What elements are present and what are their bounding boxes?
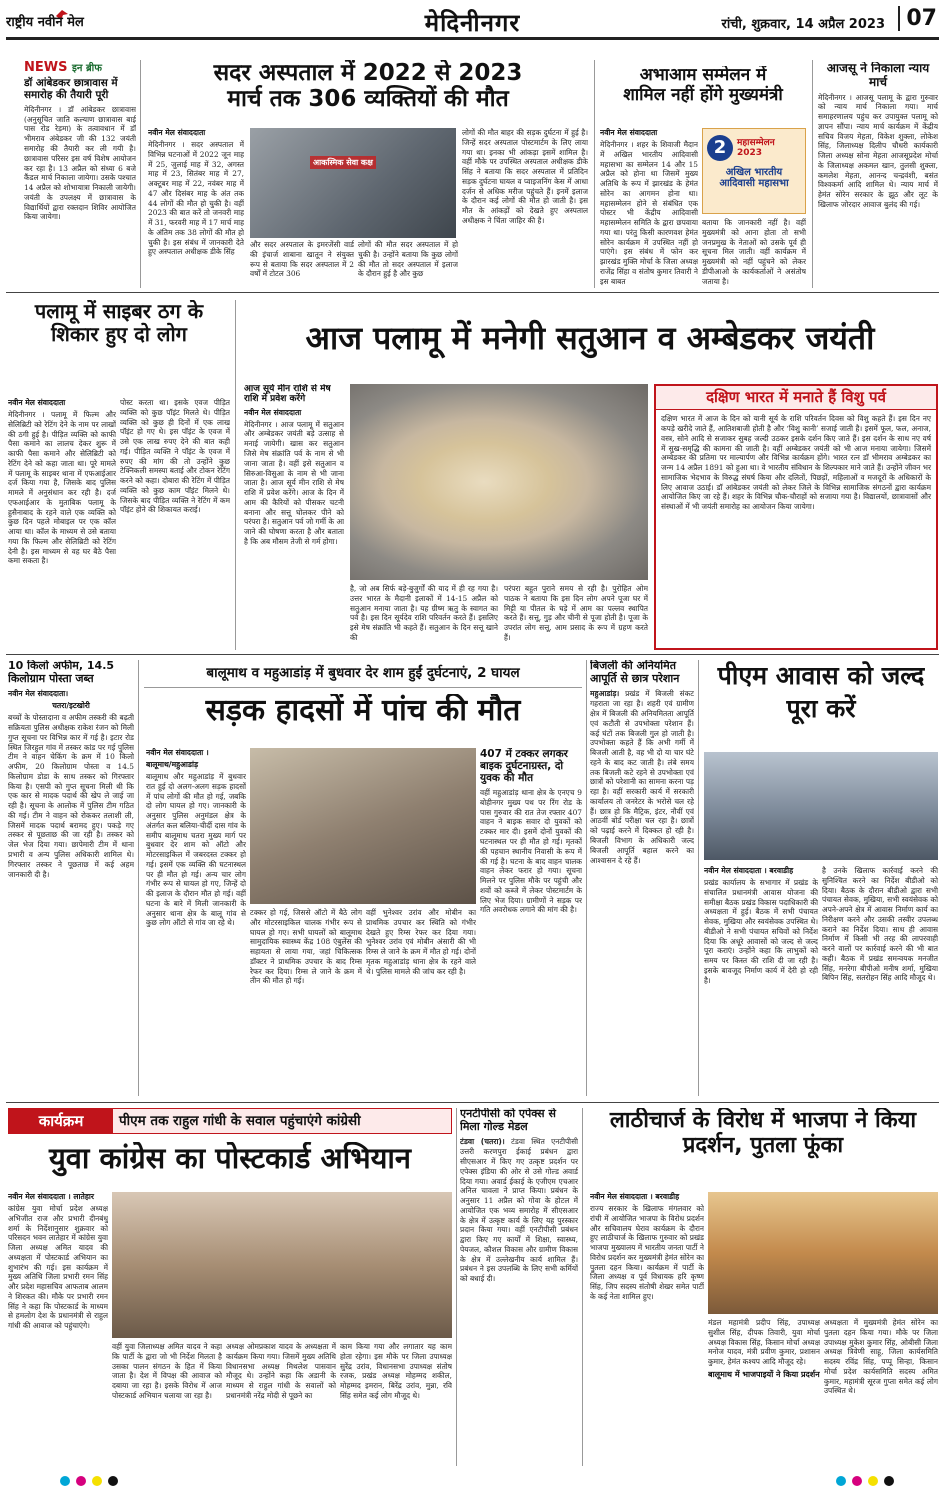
poster-badge: 2 [707,135,733,161]
congress-kicker-headline: पीएम तक राहुल गांधी के सवाल पहुंचाएंगे कांग्रेसी [119,1113,361,1129]
cyber-col-1: नवीन मेल संवाददाता मेदिनीनगर । पलामू में फिल्म और सेलिब्रिटी को रेटिंग देने के नाम पर लाखों की ठगी हुई है। पीड़ित व्यक्ति को काफी पैसा कमाने का लालच देकर शुरू में काफी पैसा कमाने और सेलिब्रिटी को रेटिंग देने को कहा जाता था। पूरे मामले में पलामू के साइबर थाना में एफआईआर दर्ज किया गया है, जिसके बाद पुलिस मामले में अनुसंधान कर रही है। दर्ज एफआईआर के मुताबिक पलामू के हुसैनाबाद के रहने वाले एक व्यक्ति को कुछ दिन पहले मोबाइल पर एक कॉल आया था। कॉल के माध्यम से उसे बताया गया कि फिल्म और सेलिब्रिटी को रेटिंग देनी है। इस माध्यम से वह घर बैठे पैसा कमा सकता है। [8,398,116,566]
hospital-text-1: मेदिनीनगर । सदर अस्पताल में विभिन्न घटनाओं में 2022 जून माह में 25, जुलाई माह में 32, अगस्त माह में 23, सितंबर माह में 27, अक्टूबर माह में 22, नवंबर माह में 47 और दिसंबर माह के अंत तक 44 लोगों की मौत हो चुकी है। वहीं 2023 की बात करें तो जनवरी माह में 31, फरवरी माह में 17 मार्च माह के अंतिम तक 38 लोगों की मौत हो चुकी है। इस संबंध में जानकारी देते हुए अस्पताल अधीक्षक डीके सिंह [148,140,244,257]
afim-headline: 10 किलो अफीम, 14.5 किलोग्राम पोस्ता जब्त [8,660,115,685]
vishu-text: दक्षिण भारत में आज के दिन को यानी सूर्य के राशि परिवर्तन दिवस को विशु कहते हैं। इस दिन नए कपड़े खरीदे जाते हैं, आतिशबाजी होती है और ‘विशु कानी’ सजाई जाती है। इसमें फूल, फल, अनाज, वस्त्र, सोने आदि से सजाकर सुबह जल्दी उठकर इसके दर्शन किए जाते हैं। इस दर्शन के साथ नए वर्ष में सुख-समृद्धि की कामना की जाती है। वहीं अम्बेडकर जयंती को भी आज मनाया जायेगा। जिसमें अम्बेडकर की प्रतिमा पर माल्यार्पण और विभिन्न कार्यक्रम होंगे। भारत रत्न डॉ भीमराव अम्बेडकर का जन्म 14 अप्रैल 1891 को हुआ था। वे भारतीय संविधान के शिल्पकार माने जाते हैं। उन्होंने जीवन भर सामाजिक भेदभाव के विरुद्ध संघर्ष किया और दलितों, पिछड़ों, महिलाओं व मजदूरों के अधिकारों के लिए आवाज उठाई। डॉ आंबेडकर जयंती को लेकर जिले के विभिन्न सामाजिक संगठनों द्वारा कार्यक्रम आयोजित किए जा रहे हैं। शहर के विभिन्न चौक-चौराहों को सजाया गया है। विद्यालयों, छात्रावासों और संस्थाओं में भी जयंती समारोह का आयोजन किया जायेगा। [661,414,931,512]
registration-mark-black-right [884,1476,894,1486]
registration-mark-cyan-right [836,1476,846,1486]
brief-text: मेदिनीनगर । डॉ आंबेडकर छात्रावास (अनुसूचित जाति कल्याण छात्रावास बाई पास रोड रेड़मा) के तत्वावधान में डॉ भीमराव अंबेडकर जी की 132 जयंती समारोह की तैयारी कर ली गयी है। छात्रावास परिसर इस वर्ष विशेष आयोजन कर रहा है। 13 अप्रैल को संध्या 6 बजे कैंडल मार्च निकाला जायेगा। उसके पश्चात 14 अप्रैल को शोभायात्रा निकाली जायेगी। जयंती के उपलक्ष्य में छात्रावास के विद्यार्थियों द्वारा रक्तदान शिविर आयोजित किया जायेगा। [24,104,136,222]
congress-byline: नवीन मेल संवाददाता । लातेहार [8,1192,94,1201]
bijli-place: महुआडांड़। [590,689,620,699]
awas-col-1: नवीन मेल संवाददाता । बरवाडीह प्रखंड कार्यालय के सभागार में प्रखंड के संचालित प्रधानमंत्री आवास योजना की समीक्षा बैठक प्रखंड विकास पदाधिकारी की अध्यक्षता में हुई। बैठक में सभी पंचायत सेवक, मुखिया और स्वयंसेवक उपस्थित थे। बीडीओ ने सभी पंचायत सचिवों को निर्देश दिया कि अधूरे आवासों को जल्द से जल्द पूरा कराएं। उन्होंने कहा कि लाभुकों को समय पर किस्त की राशि दी जा रही है। इसके बावजूद निर्माण कार्य में देरी हो रही है। [704,866,818,985]
registration-mark-cyan [60,1476,70,1486]
ntpc-place: टंडवा (चतरा)। [460,1137,505,1147]
afim-place: चतरा/इटखोरी [52,701,90,711]
lathi-byline: नवीन मेल संवाददाता । बरवाडीह [590,1192,680,1201]
vishu-box [654,384,938,650]
cm-headline-block [600,66,806,118]
hospital-headline-1: सदर अस्पताल में 2022 से 2023 [213,60,523,86]
cyber-byline: नवीन मेल संवाददाता [8,398,66,407]
mahasabha-poster [702,128,806,214]
accident-byline: नवीन मेल संवाददाता । [146,748,209,757]
satuan-col-1: आज सूर्य मीन राशि से मेष राशि में प्रवेश करेंगे नवीन मेल संवाददाता मेदिनीनगर । आज पलामू में सतुआन और अम्बेडकर जयंती बड़े उत्साह से मनाई जायेगी। खास कर सतुआन जिसे मेष संक्रांति पर्व के नाम से भी जाना जाता है। वहीं इसे सतुआन व सिरुआ-विसुआ के नाम से भी जाना जाता है। आज सूर्य मीन राशि से मेष राशि में प्रवेश करेंगे। आज के दिन में आम की कैरियों को पीसकर चटनी बनाना और सत्तू घोलकर पीने को परंपरा है। सतुआन पर्व जो गर्मी के आ जाने की घोषणा करता है और बताता है कि अब मौसम तेजी से गर्म होगा। [244,384,344,546]
satuan-col-2: है, जो अब सिर्फ बड़े-बुजुर्गों की याद में ही रह गया है। उत्तर भारत के मैदानी इलाकों में 14-15 अप्रैल को सतुआन मनाया जाता है। यह ग्रीष्म ऋतु के स्वागत का पर्व है। इस दिन सूर्यदेव राशि परिवर्तन करते हैं। इसलिए इसे मेष संक्रांति भी कहते हैं। सतुआन के दिन सत्तू खाने की [350,584,498,642]
satuan-headline: आज पलामू में मनेगी सतुआन व अम्बेडकर जयंती [305,319,875,357]
lathi-col-1: नवीन मेल संवाददाता । बरवाडीह राज्य सरकार के खिलाफ मंगलवार को रांची में आयोजित भाजपा के विरोध प्रदर्शन और सचिवालय घेराव कार्यक्रम के दौरान हुए लाठीचार्ज के खिलाफ गुरुवार को प्रखंड भाजपा मुख्यालय में भारतीय जनता पार्टी ने विरोध प्रदर्शन कर मुख्यमंत्री हेमंत सोरेन का पुतला दहन किया। कार्यक्रम में पार्टी के जिला अध्यक्ष व पूर्व विधायक हरि कृष्ण सिंह, जिप सदस्य संतोषी शेखर समेत पार्टी के कई नेता शामिल हुए। [590,1192,704,1301]
registration-mark-yellow [92,1476,102,1486]
awas-col-2: है उनके खिलाफ कार्रवाई करने की सुनिश्चित करने का निर्देश बीडीओ को दिया। बैठक के दौरान बीडीओ द्वारा सभी पंचायत सेवक, मुखिया, सभी स्वयंसेवक को अपने-अपने क्षेत्र में आवास निर्माण कार्य का निरीक्षण करने और उसकी तस्वीर उपलब्ध कराने का निर्देश दिया। साथ ही आवास निर्माण में किसी भी तरह की लापरवाही करने वालों पर कार्रवाई करने की भी बात कही। बैठक में प्रखंड समन्वयक मनजीत सिंह, मनरेगा बीपीओ मनीष शर्मा, मुखिया बिपिन सिंह, सतरोहन सिंह आदि मौजूद थे। [822,866,938,983]
accident-photo [250,748,476,904]
congress-col-2: वहीं युवा जिलाध्यक्ष अमित यादव ने कहा कि पार्टी के द्वारा जो भी निर्देश मिलता है उसका पालन संगठन के हित में किया जाता है। देश में विपक्ष की आवाज को दबाया जा रहा है। इसके विरोध में आज पोस्टकार्ड अभियान चलाया जा रहा है। [112,1342,222,1400]
accident-headline-block [144,694,582,740]
hospital-headline-2: मार्च तक 306 व्यक्तियों की मौत [227,86,509,113]
brief-headline: डॉ आंबेडकर छात्रावास में समारोह की तैयारी पूरी [24,77,118,101]
cm-headline-1: अभाआम सम्मेलन में [639,66,767,85]
masthead [6,6,939,40]
news-brief [24,60,136,288]
bijli-headline: बिजली की अनियमित आपूर्ति से छात्र परेशान [590,660,680,685]
satuan-headline-block [242,300,938,378]
afim-text: बच्चों के पोस्तादाना व अफीम तस्करी की बढ़ती सक्रियता पुलिस अधीक्षक राकेश रंजन को मिली गुप्त सूचना पर विभिन्न कार में गई है। इटार रोड स्थित जिरहुल गांव में तस्कर कांड पर गई पुलिस टीम ने वाहन चेकिंग के क्रम में 10 किलो अफीम, 20 किलोग्राम पोस्ता व 14.5 किलोग्राम डोडा के साथ तस्कर को गिरफ्तार किया है। एसपी को गुप्त सूचना मिली थी कि एक कार से मादक पदार्थ की खेप ले जाई जा रही है। सूचना के आलोक में पुलिस टीम गठित की गई। टीम ने वाहन को रोककर तलाशी ली, जिसमें मादक पदार्थ बरामद हुए। पकड़े गए तस्कर से पूछताछ की जा रही है। तस्कर को जेल भेज दिया गया। छापेमारी टीम में थाना प्रभारी व अन्य पुलिस अधिकारी शामिल थे। गिरफ्तार तस्कर ने पूछताछ में कई अहम जानकारी दी है। [8,713,134,879]
accident-col-2: टक्कर हो गई, जिससे ऑटो में बैठे लोग और मोटरसाइकिल चालक गंभीर रूप से घायल हो गए। सभी घायलों को बालूमाथ सामुदायिक स्वास्थ्य केंद्र 108 एंबुलेंस की सहायता से लाया गया, जहां चिकित्सक डॉक्टर ने प्राथमिक उपचार के बाद रिम्स रेफर कर दिया। रिम्स ले जाने के क्रम में तीन की मौत हो गई। [250,908,362,986]
ntpc-story: एनटीपीसी को एपेक्स से मिला गोल्ड मेडल टंडवा (चतरा)। टंडवा स्थित एनटीपीसी उत्तरी करणपुरा ईकाई प्रबंधन द्वारा सीएसआर में किए गए उत्कृष्ट प्रदर्शन पर एपेक्स इंडिया की ओर से उसे गोल्ड अवार्ड दिया गया। अवार्ड ईकाई के एजीएम एचआर अनिल चावला ने प्राप्त किया। प्रबंधन के अनुसार 11 अप्रैल को गोवा के होटल में आयोजित एक भव्य समारोह में सीएसआर के क्षेत्र में उत्कृष्ट कार्य के लिए यह पुरस्कार प्रदान किया गया। वहीं एनटीपीसी प्रबंधन द्वारा किए गए कार्यों में शिक्षा, स्वास्थ्य, पेयजल, कौशल विकास और ग्रामीण विकास के क्षेत्र में उल्लेखनीय कार्य शामिल हैं। प्रबंधन ने इस उपलब्धि के लिए सभी कर्मियों को बधाई दी। [460,1108,578,1284]
congress-postcard-photo [112,1192,452,1338]
accident-place: बालूमाथ/महुआडांड़ [146,760,199,769]
afim-byline: नवीन मेल संवाददाता। [8,689,69,699]
ajsu-text: मेदिनीनगर । आजसू पलामू के द्वारा गुरुवार को न्याय मार्च निकाला गया। मार्च समाहरणालय पहुंच कर उपायुक्त पलामू को ज्ञापन सौंपा। न्याय मार्च कार्यक्रम में केंद्रीय सचिव विजय मेहता, विकेश शुक्ला, लोकेश सिंह, जिलाध्यक्ष दिलीप चौधरी कार्यकारी जिला अध्यक्ष सोना मेहता आजसूप्रदेश मोर्चा के जिलाध्यक्ष अकमल खान, तुलसी शुक्ला, कमलेश मेहता, आनन्द चन्द्रवंशी, बसंत विश्वकर्मा आदि शामिल थे। न्याय मार्च में हेमंत सोरेन सरकार के झूठ और लूट के खिलाफ जोरदार आवाज बुलंद की गई। [818,92,938,210]
awas-headline-block [704,660,938,748]
cm-col-2: बताया कि जानकारी नहीं है। वहीं मुख्यमंत्री को आना होता तो सभी जनप्रमुख के नेताओं को उसके पूर्व ही सूचना मिल जाती। वहीं कार्यक्रम में मुख्यमंत्री को नहीं पहुंचने को लेकर डीपीआओ के कार्यकर्ताओं ने असंतोष जताया है। [702,218,806,286]
hospital-photo-sign: आकस्मिक सेवा कक्ष [310,156,376,169]
accident-headline: सड़क हादसों में पांच की मौत [205,694,521,728]
accident-side-headline: 407 में टक्कर लगकर बाइक दुर्घटनाग्रस्त, दो युवक की मौत [480,748,568,785]
lathi-subhead: बालूमाथ में भाजपाइयों ने किया प्रदर्शन [708,1369,820,1379]
cyber-headline-block [8,300,230,390]
vishu-headline: दक्षिण भारत में मनाते हैं विशु पर्व [656,386,936,410]
accident-overline-block [144,660,582,688]
page-number: 07 [898,6,937,31]
lathi-col-3: अध्यक्षता में मुख्यमंत्री हेमंत सोरेन का पुतला दहन किया गया। मौके पर जिला उपाध्यक्ष मुकेश कुमार सिंह, ओबीसी जिला अध्यक्ष त्रिवेणी साहू, जिला कार्यसमिति सदस्य रविंद्र सिंह, पप्पू सिन्हा, किसान मोर्चा प्रदेश कार्यसमिति सदस्य अमित कुमार, महामंत्री सूरज गुप्ता समेत कई लोग उपस्थित थे। [824,1318,938,1396]
ajsu-story [818,62,938,288]
congress-kicker-bar [8,1108,452,1134]
poster-title: अखिल भारतीय आदिवासी महासभा [719,167,789,189]
cyber-col-2: पोस्ट करता था। इसके एवज पीड़ित व्यक्ति को कुछ पॉइंट मिलते थे। पीड़ित व्यक्ति को कुछ ही दिनों में एक लाख पॉइंट हो गए थे। इस पॉइंट के एवज में उसे एक लाख रुपए देने की बात कही गई। पीड़ित व्यक्ति ने पॉइंट के एवज में रुपए की मांग की तो उन्होंने कुछ टेक्निकली समस्या बताई और टोकन रेटिंग करने को कहा। दोबारा की रेटिंग में पीड़ित व्यक्ति को कुछ काम पॉइंट मिलने थे। जिसके बाद पीड़ित व्यक्ति ने रेटिंग में कम पॉइंट होने की शिकायत कराई। [120,398,230,515]
cm-byline: नवीन मेल संवाददाता [600,128,658,137]
lathi-headline: लाठीचार्ज के विरोध में भाजपा ने किया प्रदर्शन, पुतला फूंका [609,1108,917,1159]
hospital-headline-block [148,60,588,120]
satuan-plate-photo [350,384,648,580]
registration-mark-yellow-right [868,1476,878,1486]
paper-name: राष्ट्रीय नवीन मेल [6,15,84,30]
cm-headline-2: शामिल नहीं होंगे मुख्यमंत्री [623,84,783,105]
news-label: NEWS [24,60,68,75]
satuan-subhead: आज सूर्य मीन राशि से मेष राशि में प्रवेश करेंगे [244,384,331,405]
accident-side-story: 407 में टक्कर लगकर बाइक दुर्घटनाग्रस्त, दो युवक की मौत वहीं महुआडांड़ थाना क्षेत्र के एनएच 9 बोहीनगर मुख्य पथ पर रिंग रोड के पास गुरुवार की रात तेज रफ्तार 407 वाहन ने बाइक सवार दो युवकों को टक्कर मार दी। इसमें दोनों युवकों की घटनास्थल पर ही मौत हो गई। मृतकों की पहचान स्थानीय निवासी के रूप में की गई है। घटना के बाद वाहन चालक वाहन लेकर फरार हो गया। सूचना मिलने पर पुलिस मौके पर पहुंची और शवों को कब्जे में लेकर पोस्टमार्टम के लिए भेज दिया। ग्रामीणों ने सड़क पर गति अवरोधक लगाने की मांग की है। [480,748,582,915]
congress-headline: युवा कांग्रेस का पोस्टकार्ड अभियान [48,1142,412,1175]
ajsu-headline: आजसू ने निकाला न्याय मार्च [826,62,930,89]
congress-col-3: अध्यक्ष ओमप्रकाश यादव के अध्यक्षता में कार्यक्रम किया गया। जिसमें मुख्य अतिथि विधानसभा अध्यक्ष मिथलेश पासवान मौजूद थे। उन्होंने कहा कि अडानी के माध्यम से राहुल गांधी के सवालों को प्रधानमंत्री नरेंद्र मोदी से पूछने का [226,1342,336,1400]
hospital-col-3: लोगों की मौत बाहर की सड़क दुर्घटना में हुई है। जिन्हें सदर अस्पताल पोस्टमार्टम के लिए लाया गया था। इनका भी आंकड़ा इसमें शामिल है। वहीं मौके पर उपस्थित अस्पताल अधीक्षक डीके सिंह ने बताया कि सदर अस्पताल में प्रतिदिन सड़क दुर्घटना घायल व प्वाइजनिंग केस में आधा दर्जन से अधिक मरीज पहुंचते हैं। इनमें इलाज के दौरान कई लोगों की मौत हो जाती है। इस मौत के आंकड़ों को देखते हुए अस्पताल अधीक्षक ने चिंता जाहिर की है। [462,128,588,225]
awas-byline: नवीन मेल संवाददाता । बरवाडीह [704,866,794,875]
accident-col-1: नवीन मेल संवाददाता । बालूमाथ/महुआडांड़ बालूमाथ और महुआडांड़ में बुधवार रात हुई दो अलग-अलग सड़क हादसों में पांच लोगों की मौत हो गई, जबकि दो लोग घायल हो गए। जानकारी के अनुसार पुलिस अनुमंडल क्षेत्र के अंतर्गत कल बलिया-चीर्दी दास गांव के समीप बालूमाथ चतरा मुख्य मार्ग पर बुधवार देर शाम को ऑटो और मोटरसाइकिल में जबरदस्त टक्कर हो गई। इसमें एक व्यक्ति की घटनास्थल पर ही मौत हो गई। अन्य चार लोग गंभीर रूप से घायल हो गए, जिन्हें दो की इलाज के दौरान मौत हो गई। वहीं घटना के बारे में मिली जानकारी के अनुसार थाना क्षेत्र के बालू गांव से कुछ लोग ऑटो से गांव जा रहे थे। [146,748,246,928]
hospital-caption: और सदर अस्पताल के इमरजेंसी वार्ड की इंचार्ज शाबाना खातून ने संयुक्त रूप से बताया कि सदर अस्पताल में 2 वर्षों में टोटल 306 [250,240,354,279]
awas-meeting-photo [704,752,938,860]
bijli-story: बिजली की अनियमित आपूर्ति से छात्र परेशान महुआडांड़। प्रखंड में बिजली संकट गहराता जा रहा है। शहरी एवं ग्रामीण क्षेत्र में बिजली की अनियमितता आपूर्ति एवं कटौती से उपभोक्ता परेशान हैं। कई घंटों तक बिजली गुल हो जाती है। उपभोक्ता कहते हैं कि अभी गर्मी में बिजली आती है, वह भी दो या चार घंटे रहने के बाद कट जाती है। लंबे समय तक बिजली कटे रहने से उपभोक्ता एवं छात्रों को परेशानी का सामना करना पड़ रहा है। वहीं सरकारी कार्य में सरकारी कार्यालय तो जनरेटर के भरोसे चल रहे हैं। छात्र हो कि मैट्रिक, इंटर, नौवीं एवं आठवीं बोर्ड परीक्षा चल रहा है। छात्रों को पढ़ाई करने में दिक्कत हो रही है। बिजली विभाग के अधिकारी जल्द बिजली आपूर्ति बहाल करने का आश्वासन दे रहे हैं। [590,660,694,865]
lathi-protest-photo [708,1192,938,1314]
registration-mark-magenta-right [852,1476,862,1486]
ntpc-headline: एनटीपीसी को एपेक्स से मिला गोल्ड मेडल [460,1108,556,1133]
section-title: मेदिनीनगर [424,9,521,37]
brief-label: इन ब्रीफ [72,63,102,74]
registration-mark-magenta [76,1476,86,1486]
cm-col-1: नवीन मेल संवाददाता मेदिनीनगर । शहर के शिवाजी मैदान में अखिल भारतीय आदिवासी महासभा का सम्मेलन 14 और 15 अप्रैल को होना था जिसमें मुख्य अतिथि के रूप में झारखंड के हेमंत सोरेन का आगमन होना था। महासम्मेलन होने से संबंधित एक पोस्टर भी केंद्रीय आदिवासी महासम्मेलन समिति के द्वारा छपवाया गया था। परंतु किसी कारणवश हेमंत सोरेन कार्यक्रम में उपस्थित नहीं हो पाएंगे। इस संबंध में फोन कर झारखंड मुक्ति मोर्चा के जिला अध्यक्ष राजेंद्र सिंहा व संतोष कुमार तिवारी ने इस बाबत [600,128,698,286]
satuan-byline: नवीन मेल संवाददाता [244,407,302,417]
satuan-col-3: परंपरा बहुत पुराने समय से रही है। पुरोहित ओम पाठक ने बताया कि इस दिन लोग अपने पूजा घर में मिट्टी या पीतल के घड़े में आम का पल्लव स्थापित करते हैं। सत्तू, गुड़ और चीनी से पूजा होती है। पूजा के उपरांत लोग सत्तू, आम प्रसाद के रूप में ग्रहण करते हैं। [504,584,648,642]
congress-headline-block [8,1142,452,1186]
cyber-headline: पलामू में साइबर ठग के शिकार हुए दो लोग [34,300,204,346]
congress-kicker: कार्यक्रम [9,1109,113,1133]
congress-col-4: काम किया गया और लगातार यह काम होता रहेगा। इस मौके पर जिला उपाध्यक्ष सुरेंद्र उरांव, विधानसभा उपाध्यक्ष संतोष रजक, प्रखंड अध्यक्ष मोहम्मद शकील, मोहम्मद इमरान, बिरेंद्र उरांव, मुन्ना, रवि सिंह समेत कई लोग मौजूद थे। [340,1342,452,1400]
congress-col-1: नवीन मेल संवाददाता । लातेहार कांग्रेस युवा मोर्चा प्रदेश अध्यक्ष अभिजीत राज और प्रभारी दीनबंधु शर्मा के निर्देशानुसार शुक्रवार को परिसदन भवन लातेहार में कांग्रेस युवा जिला अध्यक्ष अमित यादव की अध्यक्षता में पोस्टकार्ड अभियान का शुभारंभ की गई। इस कार्यक्रम में मुख्य अतिथि जिला प्रभारी रमन सिंह और प्रदेश महासचिव आफताब आलम ने शिरकत की। मौके पर प्रभारी रमन सिंह ने कहा कि पोस्टकार्ड के माध्यम से हमलोग देश के प्रधानमंत्री से राहुल गांधी की आवाज को पहुंचाएंगे। [8,1192,108,1331]
poster-year: महासम्मेलन 2023 [737,138,775,158]
hospital-col-1 [148,128,244,286]
afim-story [8,660,134,1096]
accident-overline: बालूमाथ व महुआडांड़ में बुधवार देर शाम हुईं दुर्घटनाएं, 2 घायल [206,665,520,681]
issue-date: रांची, शुक्रवार, 14 अप्रैल 2023 [721,17,885,32]
accident-col-3: वहीं भुनेश्वर उरांव और मोबीन का प्राथमिक उपचार कर स्थिति को गंभीर देखते हुए रिम्स रेफर कर दिया गया। भुनेश्वर उरांव एवं मोबीन अंसारी की भी रिम्स ले जाने के क्रम में मौत हो गई। दोनों मृतक महुआडांड़ थाना क्षेत्र के रहने वाले थे। पुलिस मामले की जांच कर रही है। [366,908,476,976]
lathi-col-2: मंडल महामंत्री प्रदीप सिंह, उपाध्यक्ष सुशील सिंह, दीपक तिवारी, युवा मोर्चा अध्यक्ष विकास सिंह, किसान मोर्चा अध्यक्ष मनोज यादव, मंत्री प्रवीण कुमार, प्रशासन कुमार, हेमंत कश्यप आदि मौजूद रहे। बालूमाथ में भाजपाइयों ने किया प्रदर्शन [708,1318,820,1379]
awas-headline: पीएम आवास को जल्द पूरा करें [717,661,925,723]
hospital-byline: नवीन मेल संवाददाता [148,128,206,137]
hospital-photo [250,128,456,238]
hospital-col-2: लोगों की मौत सदर अस्पताल में हो चुकी है। उन्होंने बताया कि कुछ लोगों की मौत तो सदर अस्पताल में इलाज के दौरान हुई है और कुछ [358,240,458,279]
registration-mark-black [108,1476,118,1486]
lathi-headline-block [588,1108,938,1188]
